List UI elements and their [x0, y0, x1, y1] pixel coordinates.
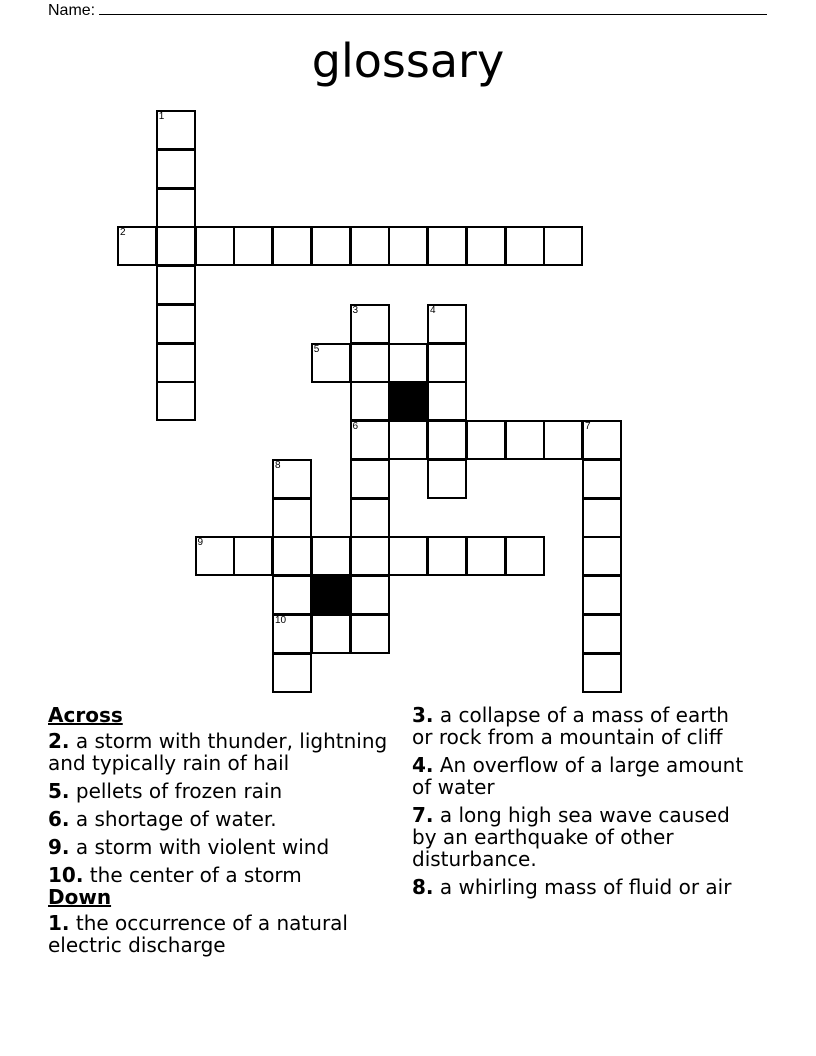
crossword-cell[interactable] [427, 381, 467, 421]
crossword-cell[interactable] [388, 420, 428, 460]
crossword-cell[interactable] [272, 536, 312, 576]
clue-item-number: 9. [48, 835, 70, 859]
clue-item [48, 836, 400, 858]
clue-item-text: a collapse of a mass of earth or rock from a mountain of cliff [412, 703, 729, 749]
clue-number: 7 [585, 421, 591, 432]
crossword-cell[interactable] [350, 459, 390, 499]
clue-item [412, 804, 752, 870]
clue-item [412, 704, 752, 748]
clues-left-column [48, 704, 400, 956]
crossword-cell[interactable] [505, 536, 545, 576]
crossword-cell[interactable] [156, 110, 196, 150]
clue-item-text: the occurrence of a natural electric discharge [48, 911, 348, 957]
crossword-cell[interactable] [156, 343, 196, 383]
crossword-cell[interactable] [427, 226, 467, 266]
crossword-cell[interactable] [582, 536, 622, 576]
crossword-cell[interactable] [427, 459, 467, 499]
clue-item-text: a whirling mass of fluid or air [433, 875, 732, 899]
crossword-cell[interactable] [156, 188, 196, 228]
crossword-cell[interactable] [427, 536, 467, 576]
clue-number: 9 [197, 537, 204, 549]
crossword-cell[interactable] [311, 343, 351, 383]
clue-item-text: a long high sea wave caused by an earthquake of other disturbance. [412, 803, 730, 871]
crossword-cell[interactable] [272, 614, 312, 654]
crossword-cell[interactable] [505, 226, 545, 266]
crossword-cell[interactable] [272, 459, 312, 499]
crossword-cell[interactable] [582, 614, 622, 654]
clue-item [412, 754, 752, 798]
crossword-cell[interactable] [388, 536, 428, 576]
crossword-cell[interactable] [466, 420, 506, 460]
crossword-cell[interactable] [427, 420, 467, 460]
crossword-cell[interactable] [156, 381, 196, 421]
clue-item-number: 3. [412, 703, 434, 727]
clue-number: 2 [120, 227, 126, 239]
crossword-cell[interactable] [350, 614, 390, 654]
crossword-cell[interactable] [311, 536, 351, 576]
crossword-cell[interactable] [505, 420, 545, 460]
clue-item-number: 7. [412, 803, 434, 827]
clue-number: 5 [313, 343, 320, 355]
across-heading: Across [48, 703, 123, 727]
clue-item [48, 912, 400, 956]
clue-item [48, 780, 400, 802]
clue-item-number: 1. [48, 911, 70, 935]
crossword-cell[interactable] [350, 575, 390, 615]
clue-item-number: 8. [412, 875, 434, 899]
crossword-cell[interactable] [543, 420, 583, 460]
clue-number: 8 [275, 459, 281, 471]
crossword-cell[interactable] [233, 226, 273, 266]
clue-number: 4 [430, 304, 436, 316]
clue-item-number: 2. [48, 729, 70, 753]
clue-number: 6 [352, 421, 359, 432]
across-clue-list [48, 730, 400, 886]
crossword-cell[interactable] [350, 226, 390, 266]
crossword-cell[interactable] [388, 343, 428, 383]
clue-item-text: the center of a storm [83, 863, 302, 887]
crossword-cell[interactable] [466, 226, 506, 266]
clue-item [48, 730, 400, 774]
crossword-cell[interactable] [233, 536, 273, 576]
crossword-cell[interactable] [156, 149, 196, 189]
crossword-block [311, 575, 351, 615]
clues-right-column [412, 704, 752, 898]
crossword-cell[interactable] [272, 653, 312, 693]
clue-number: 1 [158, 111, 165, 122]
crossword-cell[interactable] [156, 304, 196, 344]
crossword-cell[interactable] [582, 575, 622, 615]
clue-item [48, 864, 400, 886]
crossword-cell[interactable] [350, 536, 390, 576]
clue-item-text: a storm with violent wind [69, 835, 330, 859]
clue-item-number: 10. [48, 863, 84, 887]
crossword-cell[interactable] [195, 536, 235, 576]
crossword-cell[interactable] [272, 226, 312, 266]
crossword-cell[interactable] [156, 265, 196, 305]
clue-item-number: 6. [48, 807, 70, 831]
crossword-cell[interactable] [427, 343, 467, 383]
page-title: glossary [311, 34, 505, 88]
crossword-cell[interactable] [582, 420, 622, 460]
crossword-cell[interactable] [350, 381, 390, 421]
clue-number: 3 [352, 304, 359, 316]
clue-item-text: a shortage of water. [69, 807, 277, 831]
crossword-cell[interactable] [156, 226, 196, 266]
crossword-block [388, 381, 428, 421]
down-clue-list [48, 912, 400, 956]
crossword-cell[interactable] [350, 420, 390, 460]
name-label: Name: [48, 2, 96, 19]
crossword-cell[interactable] [466, 536, 506, 576]
clue-item-text: a storm with thunder, lightning and typically rain of hail [48, 729, 388, 775]
clue-item-number: 5. [48, 779, 70, 803]
clue-item-text: pellets of frozen rain [69, 779, 283, 803]
crossword-cell[interactable] [582, 653, 622, 693]
crossword-cell[interactable] [272, 498, 312, 538]
crossword-cell[interactable] [350, 498, 390, 538]
crossword-cell[interactable] [272, 575, 312, 615]
crossword-cell[interactable] [582, 498, 622, 538]
crossword-cell[interactable] [543, 226, 583, 266]
crossword-cell[interactable] [117, 226, 157, 266]
clue-item [48, 808, 400, 830]
down-heading: Down [48, 885, 112, 909]
crossword-cell[interactable] [350, 343, 390, 383]
clue-item-text: An overflow of a large amount of water [412, 753, 744, 799]
clue-number: 10 [275, 614, 287, 626]
crossword-cell[interactable] [350, 304, 390, 344]
crossword-cell[interactable] [195, 226, 235, 266]
crossword-cell[interactable] [388, 226, 428, 266]
crossword-cell[interactable] [311, 614, 351, 654]
crossword-cell[interactable] [582, 459, 622, 499]
crossword-cell[interactable] [427, 304, 467, 344]
crossword-cell[interactable] [311, 226, 351, 266]
clue-item [412, 876, 752, 898]
clue-item-number: 4. [412, 753, 434, 777]
